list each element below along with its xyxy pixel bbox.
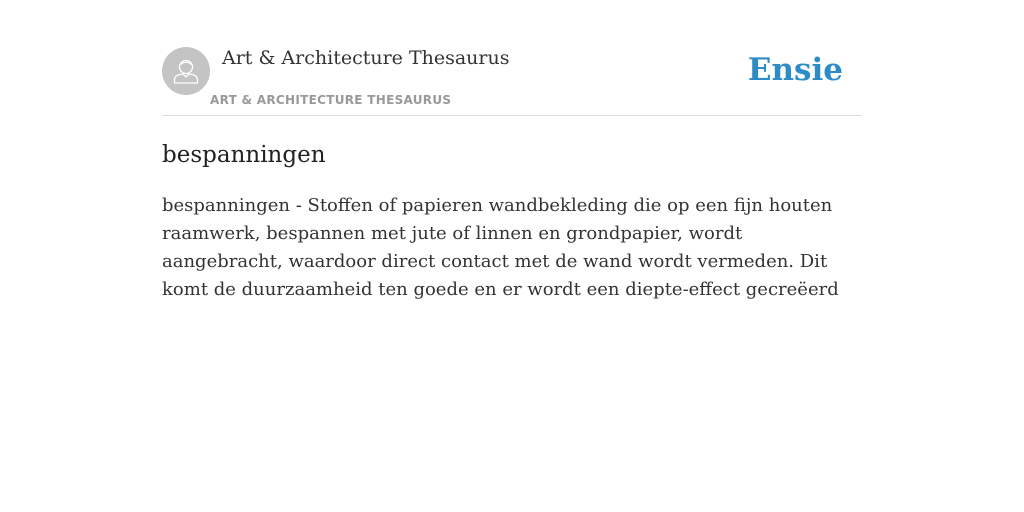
ensie-logo[interactable]: Ensie	[747, 52, 843, 88]
user-silhouette-icon	[162, 47, 210, 95]
entry-definition: bespanningen - Stoffen of papieren wandbekleding die op een fijn houten raamwerk, bespannen met jute of linnen en grondpapier, wordt aangebracht, waardoor direct contact met de wand wordt vermeden. Dit komt de duurzaamheid ten goede en er wordt een diepte-effect gecreëerd	[162, 195, 839, 300]
user-avatar-icon[interactable]	[162, 47, 210, 95]
entry-header	[162, 0, 862, 116]
entry-card	[162, 0, 862, 512]
entry-title: bespanningen	[162, 142, 326, 168]
author-name-link[interactable]: Art & Architecture Thesaurus	[222, 47, 510, 69]
author-subtitle: ART & ARCHITECTURE THESAURUS	[210, 93, 452, 107]
